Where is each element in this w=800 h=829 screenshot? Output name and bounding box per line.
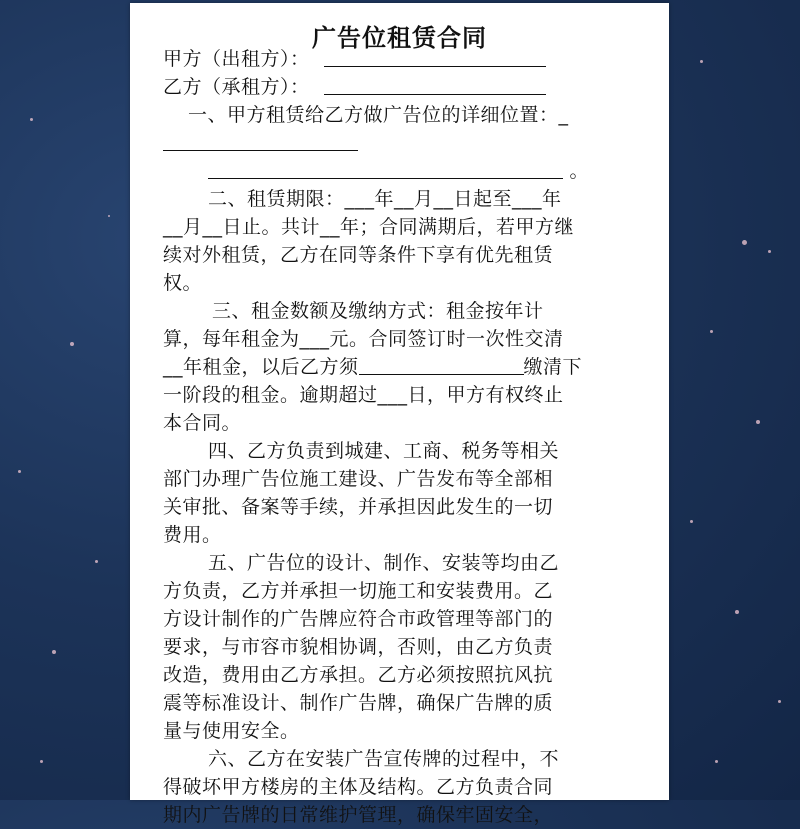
clause-6-line-2: 得破坏甲方楼房的主体及结构。乙方负责合同 bbox=[163, 776, 554, 798]
clause-1-line-3: 。 bbox=[208, 157, 708, 185]
clause-5-line-7: 量与使用安全。 bbox=[163, 720, 300, 742]
party-b-label: 乙方（承租方）： bbox=[163, 76, 310, 98]
party-a-line bbox=[163, 45, 663, 73]
party-b-line bbox=[163, 73, 663, 101]
clause-5-line-2: 方负责，乙方并承担一切施工和安装费用。乙 bbox=[163, 580, 554, 602]
clause-2-line-1: 二、租赁期限：___年__月__日起至___年 bbox=[208, 188, 562, 210]
clause-5-line-3: 方设计制作的广告牌应符合市政管理等部门的 bbox=[163, 608, 554, 630]
clause-3-line-4: 一阶段的租金。逾期超过___日，甲方有权终止 bbox=[163, 384, 564, 406]
clause-3-line-2: 算，每年租金为___元。合同签订时一次性交清 bbox=[163, 328, 564, 350]
clause-6-line-3: 期内广告牌的日常维护管理，确保牢固安全， bbox=[163, 804, 554, 826]
clause-5-line-5: 改造，费用由乙方承担。乙方必须按照抗风抗 bbox=[163, 664, 554, 686]
clause-2-line-3: 续对外租赁，乙方在同等条件下享有优先租赁 bbox=[163, 244, 554, 266]
document-title: 广告位租赁合同 bbox=[312, 24, 487, 52]
clause-3-line-1: 三、租金数额及缴纳方式：租金按年计 bbox=[212, 300, 544, 322]
clause-1-line-2 bbox=[163, 129, 663, 157]
clause-6-line-1: 六、乙方在安装广告宣传牌的过程中，不 bbox=[208, 748, 560, 770]
clause-3-line-3: __年租金，以后乙方须 缴清下 bbox=[163, 356, 583, 378]
clause-1-line-1: 一、甲方租赁给乙方做广告位的详细位置：_ bbox=[188, 104, 569, 126]
clause-4-line-3: 关审批、备案等手续，并承担因此发生的一切 bbox=[163, 496, 554, 518]
party-b-blank bbox=[324, 74, 546, 95]
party-a-label: 甲方（出租方）： bbox=[163, 48, 310, 70]
location-blank-1 bbox=[163, 130, 358, 151]
clause-3-line-5: 本合同。 bbox=[163, 412, 242, 434]
clause-5-line-1: 五、广告位的设计、制作、安装等均由乙 bbox=[208, 552, 560, 574]
clause-4-line-4: 费用。 bbox=[163, 524, 222, 546]
location-blank-2 bbox=[208, 158, 563, 179]
clause-2-line-2: __月__日止。共计__年；合同满期后，若甲方继 bbox=[163, 216, 575, 238]
clause-5-line-6: 震等标准设计、制作广告牌，确保广告牌的质 bbox=[163, 692, 554, 714]
contract-page bbox=[130, 3, 669, 826]
clause-2-line-4: 权。 bbox=[163, 272, 203, 294]
clause-4-line-1: 四、乙方负责到城建、工商、税务等相关 bbox=[208, 440, 560, 462]
party-a-blank bbox=[324, 46, 546, 67]
clause-5-line-4: 要求，与市容市貌相协调，否则，由乙方负责 bbox=[163, 636, 554, 658]
clause-4-line-2: 部门办理广告位施工建设、广告发布等全部相 bbox=[163, 468, 554, 490]
payment-blank bbox=[359, 354, 524, 375]
